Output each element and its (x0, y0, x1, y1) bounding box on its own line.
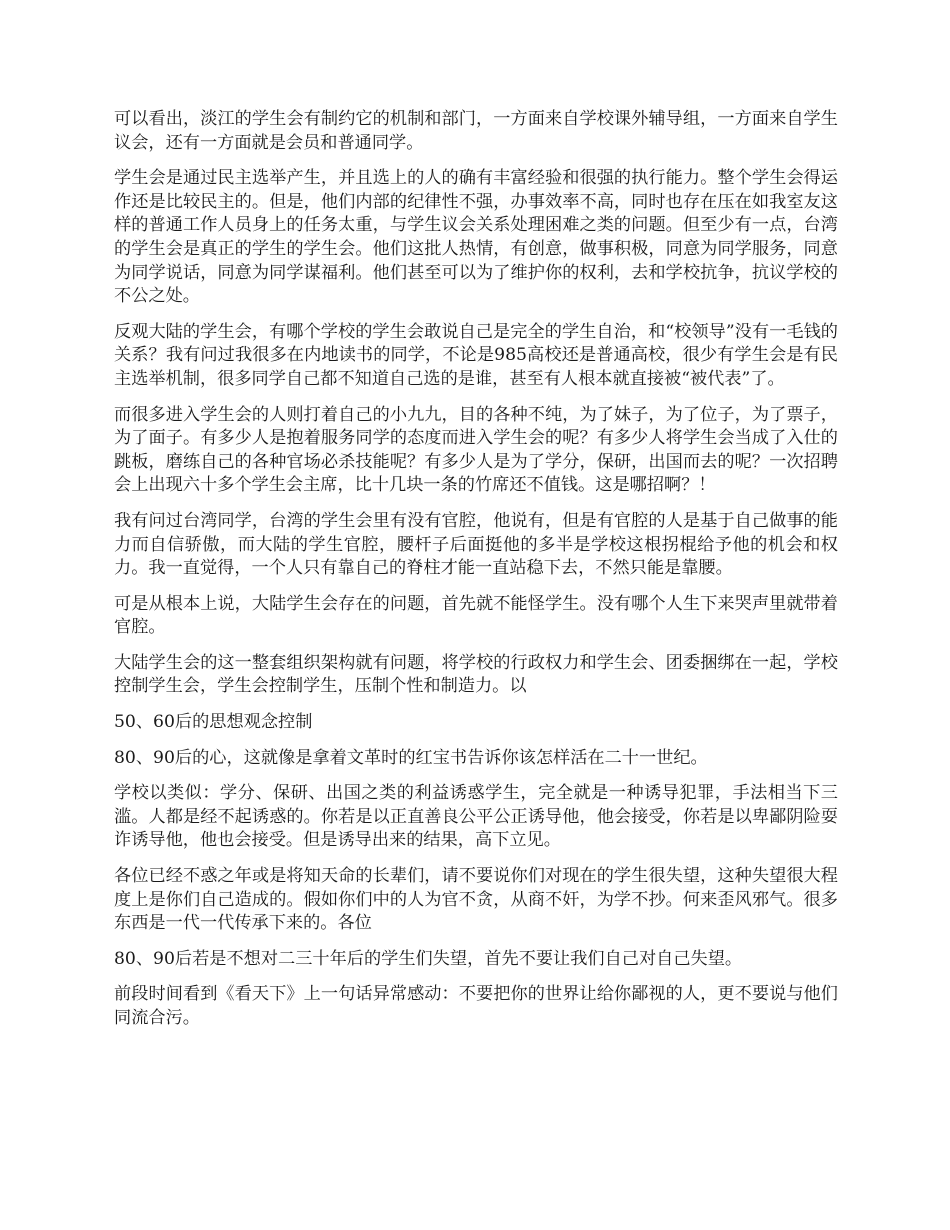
document-body (114, 108, 838, 1043)
paragraph-2: 学生会是通过民主选举产生，并且选上的人的确有丰富经验和很强的执行能力。整个学生会得运作还是比较民主的。但是，他们内部的纪律性不强，办事效率不高，同时也存在压在如我室友这样的普通工作人员身上的任务太重，与学生议会关系处理困难之类的问题。但至少有一点，台湾的学生会是真正的学生的学生会。他们这批人热情，有创意，做事积极，同意为同学服务，同意为同学说话，同意为同学谋福利。他们甚至可以为了维护你的权利，去和学校抗争，抗议学校的不公之处。 (114, 168, 838, 307)
paragraph-6: 可是从根本上说，大陆学生会存在的问题，首先就不能怪学生。没有哪个人生下来哭声里就带着官腔。 (114, 593, 838, 638)
paragraph-12: 80、90后若是不想对二三十年后的学生们失望，首先不要让我们自己对自己失望。 (114, 948, 743, 969)
paragraph-4: 而很多进入学生会的人则打着自己的小九九，目的各种不纯，为了妹子，为了位子，为了票子，为了面子。有多少人是抱着服务同学的态度而进入学生会的呢？有多少人将学生会当成了入仕的跳板，磨练自己的各种官场必杀技能呢？有多少人是为了学分，保研，出国而去的呢？一次招聘会上出现六十多个学生会主席，比十几块一条的竹席还不值钱。这是哪招啊？！ (114, 404, 838, 496)
paragraph-11: 各位已经不惑之年或是将知天命的长辈们，请不要说你们对现在的学生很失望，这种失望很大程度上是你们自己造成的。假如你们中的人为官不贪，从商不奸，为学不抄。何来歪风邪气。很多东西是一代一代传承下来的。各位 (114, 866, 838, 934)
paragraph-10: 学校以类似：学分、保研、出国之类的利益诱惑学生，完全就是一种诱导犯罪，手法相当下三滥。人都是经不起诱惑的。你若是以正直善良公平公正诱导他，他会接受，你若是以卑鄙阴险耍诈诱导他，他也会接受。但是诱导出来的结果，高下立见。 (114, 783, 838, 851)
paragraph-7: 大陆学生会的这一整套组织架构就有问题，将学校的行政权力和学生会、团委捆绑在一起，学校控制学生会，学生会控制学生，压制个性和制造力。以 (114, 652, 838, 697)
paragraph-13: 前段时间看到《看天下》上一句话异常感动：不要把你的世界让给你鄙视的人，更不要说与他们同流合污。 (114, 984, 838, 1028)
paragraph-9: 80、90后的心，这就像是拿着文革时的红宝书告诉你该怎样活在二十一世纪。 (114, 747, 708, 768)
paragraph-1: 可以看出，淡江的学生会有制约它的机制和部门，一方面来自学校课外辅导组，一方面来自学生议会，还有一方面就是会员和普通同学。 (114, 109, 838, 153)
paragraph-3: 反观大陆的学生会，有哪个学校的学生会敢说自己是完全的学生自治，和“校领导”没有一毛钱的关系？我有问过我很多在内地读书的同学，不论是985高校还是普通高校，很少有学生会是有民主选举机制，很多同学自己都不知道自己选的是谁，甚至有人根本就直接被“被代表”了。 (114, 321, 838, 389)
paragraph-5: 我有问过台湾同学，台湾的学生会里有没有官腔，他说有，但是有官腔的人是基于自己做事的能力而自信骄傲，而大陆的学生官腔，腰杆子后面挺他的多半是学校这根拐棍给予他的机会和权力。我一直觉得，一个人只有靠自己的脊柱才能一直站稳下去，不然只能是靠腰。 (114, 510, 838, 579)
paragraph-8: 50、60后的思想观念控制 (114, 712, 313, 733)
